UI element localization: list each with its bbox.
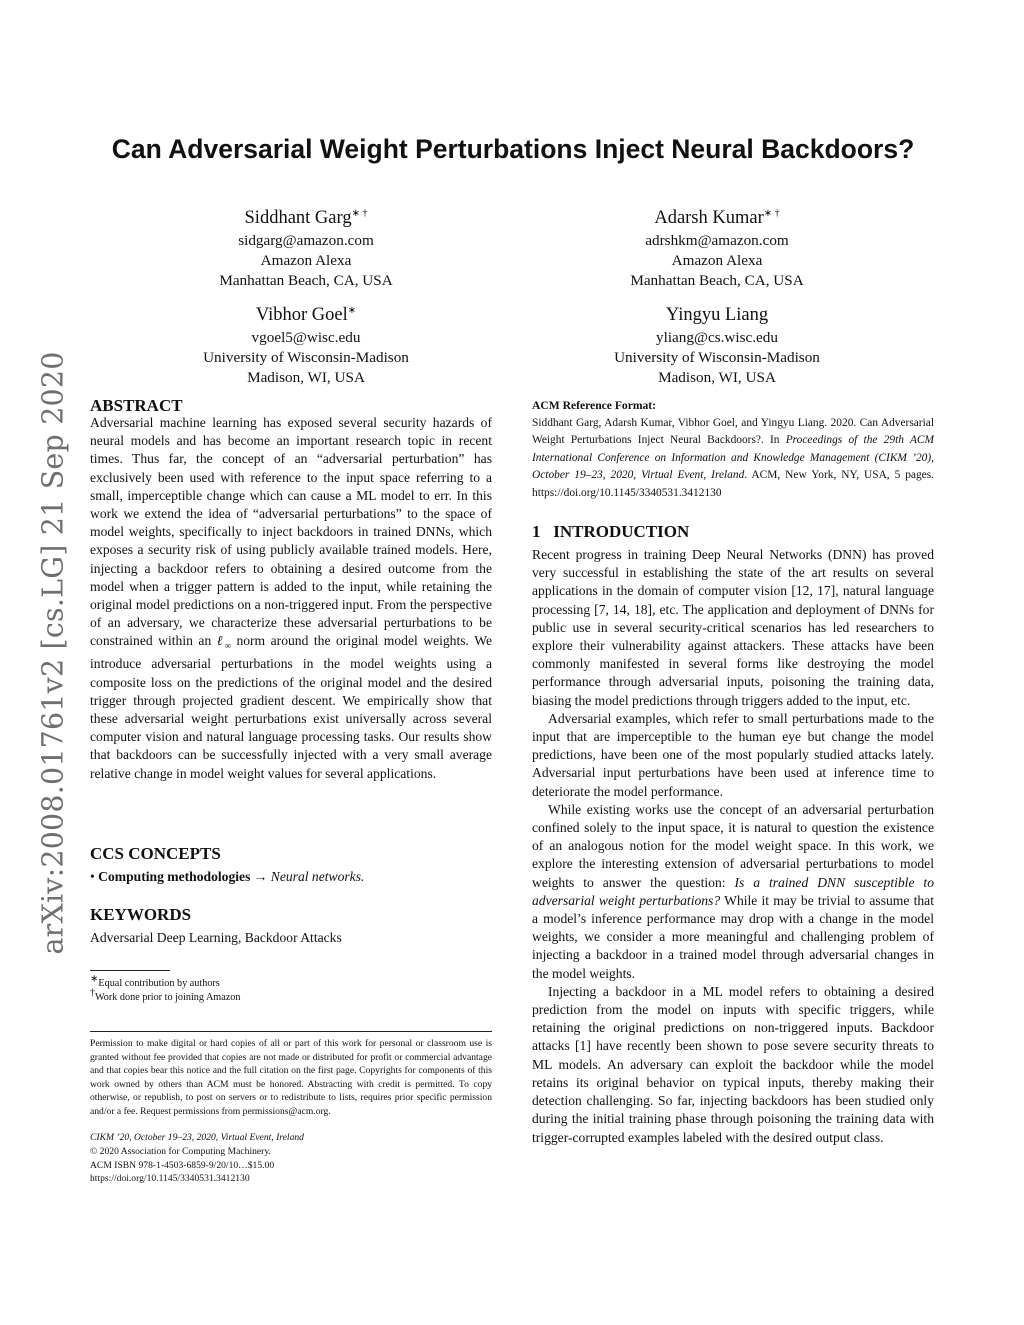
ccs-bullet: • <box>90 869 95 884</box>
paragraph: Injecting a backdoor in a ML model refers to obtaining a desired prediction from the model on inputs with specific triggers, while retaining the original predictions on non-triggered inputs. Backdoor attacks [1] have recently been shown to pose severe security threats to ML models. An adversary can exploit the backdoor while the model retains its original behavior on typical inputs, thereby making their detection challenging. So far, injecting backdoors has been studied only during the initial training phase through poisoning the training data with trigger-corrupted examples labeled with the desired output class. <box>532 983 934 1145</box>
author-name-text: Siddhant Garg <box>244 208 352 228</box>
author-affiliation: Amazon Alexa <box>260 252 352 270</box>
author-name-text: Adarsh Kumar <box>654 208 764 228</box>
author-marks: ∗ † <box>763 207 780 219</box>
acm-reference-part: Siddhant Garg, Adarsh Kumar, Vibhor Goel, and Yingyu Liang. 2020. Can Adversarial Weight Perturbations Inject Neural Backdoors?. In <box>532 417 934 447</box>
footnote-rule <box>90 970 170 971</box>
acm-reference-heading: ACM Reference Format: <box>532 399 657 412</box>
author-affiliation: University of Wisconsin-Madison <box>203 349 409 367</box>
author-email: vgoel5@wisc.edu <box>251 329 361 346</box>
author-name <box>126 302 486 328</box>
ccs-heading: CCS CONCEPTS <box>90 844 221 863</box>
acm-reference-text <box>532 415 934 502</box>
abstract-text-part: norm around the original model weights. We introduce adversarial perturbations in the model weights using a composite loss on the predictions of the original model and the desired trigger through projected gradient descent. We empirically show that these adversarial weight perturbations exist universally across several computer vision and natural language processing tasks. Our results show that backdoors can be successfully injected with a very small average relative change in model weight values for several applications. <box>90 633 492 781</box>
paragraph: Recent progress in training Deep Neural Networks (DNN) has proved very successful in establishing the state of the art results on several applications in the domain of computer vision [12, 17], natural language processing [7, 14, 18], etc. The application and deployment of DNNs for public use in several security-critical scenarios has led researchers to explore their vulnerability against attackers. These attacks have been commonly manifested in several forms like destroying the model performance through adversarial inputs, poisoning the training data, biasing the model predictions through triggers added to the input, etc. <box>532 547 934 708</box>
author-name <box>537 205 897 231</box>
paragraph: Adversarial examples, which refer to small perturbations made to the input that are imperceptible to the human eye but change the model predictions, have been one of the most popularly studied attacks lately. Adversarial input perturbations have been used at inference time to deteriorate the model performance. <box>532 710 934 799</box>
norm-symbol: ℓ <box>216 633 225 649</box>
footnote <box>90 973 220 990</box>
abstract-text-part: Adversarial machine learning has exposed several security hazards of neural models and has become an important research topic in recent times. Thus far, the concept of an “adversarial perturbation” has exclusively been used with reference to the input space referring to a small, imperceptible change which can cause a ML model to err. In this work we extend the idea of “adversarial perturbations” to the space of model weights, specifically to inject backdoors in trained DNNs, which exposes a security risk of using publicly available trained models. Here, injecting a backdoor refers to obtaining a desired outcome from the model when a trigger pattern is added to the input, while retaining the original model predictions on a non-triggered input. From the perspective of an adversary, we characterize these adversarial perturbations to be constrained within an <box>90 415 492 649</box>
introduction-heading <box>532 522 689 542</box>
permission-text: Permission to make digital or hard copies of all or part of this work for personal or classroom use is granted without fee provided that copies are not made or distributed for profit or commercial advantage and that copies bear this notice and the full citation on the first page. Copyrights for components of this work owned by others than ACM must be honored. Abstracting with credit is permitted. To copy otherwise, or republish, to post on servers or to redistribute to lists, requires prior specific permission and/or a fee. Request permissions from permissions@acm.org. <box>90 1038 492 1117</box>
author-email: yliang@cs.wisc.edu <box>656 329 778 346</box>
permission-rule <box>90 1031 492 1032</box>
author-marks: ∗ † <box>351 207 368 219</box>
venue-line: CIKM ’20, October 19–23, 2020, Virtual Event, Ireland <box>90 1132 304 1143</box>
arxiv-identifier: arXiv:2008.01761v2 [cs.LG] 21 Sep 2020 <box>36 351 70 955</box>
footnote-text: Work done prior to joining Amazon <box>95 992 241 1003</box>
ccs-concept: Computing methodologies <box>98 869 251 884</box>
footnote-mark: ∗ <box>90 973 99 985</box>
author-location: Manhattan Beach, CA, USA <box>219 272 393 290</box>
author-marks: ∗ <box>347 304 357 316</box>
isbn-line: ACM ISBN 978-1-4503-6859-9/20/10…$15.00 <box>90 1160 275 1171</box>
author-affiliation: Amazon Alexa <box>671 252 763 270</box>
author-location: Manhattan Beach, CA, USA <box>630 272 804 290</box>
author-location: Madison, WI, USA <box>247 369 365 387</box>
author-block <box>126 302 486 389</box>
ccs-subconcept: Neural networks. <box>270 869 365 884</box>
paragraph-part: While it may be trivial to assume that a model’s inference performance may drop with a change in the model weights, we consider a more meaningful and challenging problem of injecting a backdoor in a trained model through adversarial changes in the model weights. <box>532 892 934 981</box>
section-number: 1 <box>532 522 541 541</box>
abstract-text <box>90 414 492 783</box>
acm-reference-part: . ACM, New York, NY, USA, 5 pages. https://doi.org/10.1145/3340531.3412130 <box>532 469 934 499</box>
norm-subscript: ∞ <box>224 641 231 652</box>
section-title: INTRODUCTION <box>553 522 690 541</box>
author-location: Madison, WI, USA <box>658 369 776 387</box>
author-block <box>126 205 486 292</box>
author-affiliation: University of Wisconsin-Madison <box>614 349 820 367</box>
footnote-text: Equal contribution by authors <box>98 978 220 989</box>
copyright-line: © 2020 Association for Computing Machinery. <box>90 1146 271 1157</box>
ccs-arrow: → <box>253 869 268 884</box>
author-name-text: Vibhor Goel <box>255 305 348 325</box>
footnote-mark: † <box>90 987 95 999</box>
abstract-heading: ABSTRACT <box>90 396 183 415</box>
paragraph-part: While existing works use the concept of an adversarial perturbation confined solely to the input space, it is natural to question the existence of an analogous notion for the model weight space. In this work, we explore the interesting extension of adversarial perturbations to model weights to answer the question: <box>532 801 934 890</box>
author-email: sidgarg@amazon.com <box>238 232 374 249</box>
acm-reference-proceedings: Proceedings of the 29th ACM International Conference on Information and Knowledge Management (CIKM ’20), October 19–23, 2020, Virtual Event, Ireland <box>532 434 934 482</box>
author-name <box>126 205 486 231</box>
research-question: Is a trained DNN susceptible to adversarial weight perturbations? <box>532 874 934 908</box>
author-email: adrshkm@amazon.com <box>645 232 789 249</box>
doi-line: https://doi.org/10.1145/3340531.3412130 <box>90 1173 250 1184</box>
author-block <box>537 302 897 389</box>
paper-title: Can Adversarial Weight Perturbations Inject Neural Backdoors? <box>111 134 915 164</box>
author-name <box>537 302 897 328</box>
paragraph <box>532 801 934 983</box>
author-name-text: Yingyu Liang <box>665 305 769 325</box>
footnote <box>90 987 241 1004</box>
ccs-text <box>90 868 492 886</box>
keywords-text: Adversarial Deep Learning, Backdoor Attacks <box>90 930 342 945</box>
introduction-body <box>532 546 934 1147</box>
keywords-heading: KEYWORDS <box>90 905 192 924</box>
author-block <box>537 205 897 292</box>
